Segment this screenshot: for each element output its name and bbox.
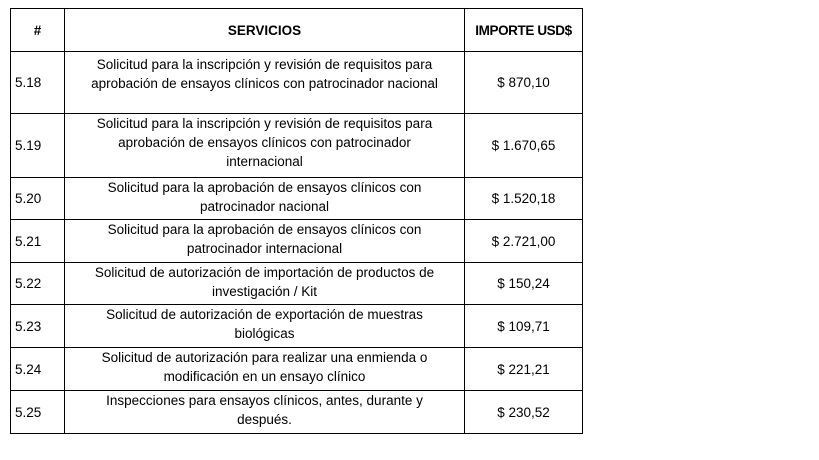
table-row xyxy=(11,348,583,391)
row-number: 5.25 xyxy=(11,391,65,434)
table-row xyxy=(11,391,583,434)
table-row xyxy=(11,178,583,220)
table-row xyxy=(11,263,583,305)
row-service: Solicitud de autorización de importación de productos de investigación / Kit xyxy=(65,263,465,305)
row-amount: $ 221,21 xyxy=(465,348,583,391)
row-number: 5.22 xyxy=(11,263,65,305)
row-amount: $ 150,24 xyxy=(465,263,583,305)
row-service: Inspecciones para ensayos clínicos, antes, durante y después. xyxy=(65,391,465,434)
row-number: 5.20 xyxy=(11,178,65,220)
row-service: Solicitud para la inscripción y revisión de requisitos para aprobación de ensayos clínicos con patrocinador nacional xyxy=(65,52,465,114)
header-amount: IMPORTE USD$ xyxy=(465,9,583,52)
row-amount: $ 1.520,18 xyxy=(465,178,583,220)
header-service: SERVICIOS xyxy=(65,9,465,52)
row-number: 5.23 xyxy=(11,305,65,348)
row-amount: $ 1.670,65 xyxy=(465,114,583,178)
row-number: 5.18 xyxy=(11,52,65,114)
header-number: # xyxy=(11,9,65,52)
row-number: 5.21 xyxy=(11,220,65,263)
services-fee-table xyxy=(10,8,583,434)
table-header-row xyxy=(11,9,583,52)
row-amount: $ 2.721,00 xyxy=(465,220,583,263)
table-row xyxy=(11,220,583,263)
row-service: Solicitud para la inscripción y revisión de requisitos para aprobación de ensayos clínicos con patrocinador internacional xyxy=(65,114,465,178)
row-service: Solicitud para la aprobación de ensayos clínicos con patrocinador nacional xyxy=(65,178,465,220)
table-row xyxy=(11,114,583,178)
row-amount: $ 870,10 xyxy=(465,52,583,114)
row-amount: $ 109,71 xyxy=(465,305,583,348)
row-number: 5.19 xyxy=(11,114,65,178)
row-service: Solicitud de autorización de exportación de muestras biológicas xyxy=(65,305,465,348)
row-service: Solicitud de autorización para realizar una enmienda o modificación en un ensayo clínico xyxy=(65,348,465,391)
table-row xyxy=(11,52,583,114)
table-row xyxy=(11,305,583,348)
row-amount: $ 230,52 xyxy=(465,391,583,434)
row-service: Solicitud para la aprobación de ensayos clínicos con patrocinador internacional xyxy=(65,220,465,263)
row-number: 5.24 xyxy=(11,348,65,391)
